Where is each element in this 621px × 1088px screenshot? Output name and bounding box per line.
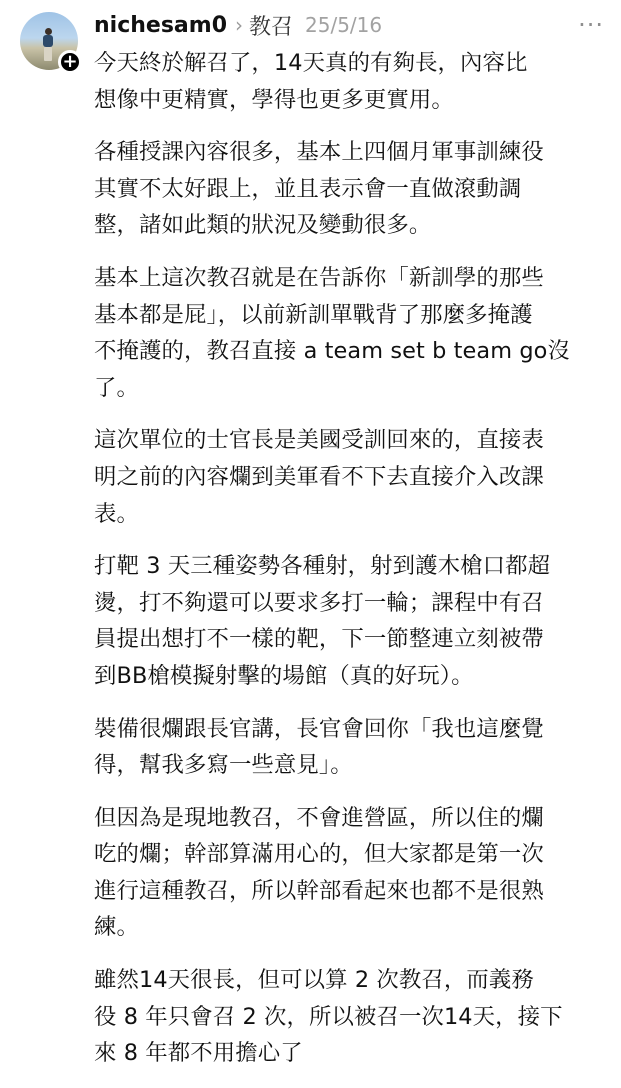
avatar-person-illustration bbox=[42, 28, 54, 62]
post-paragraph: 裝備很爛跟長官講，長官會回你「我也這麼覺 得，幫我多寫一些意見」。 bbox=[94, 715, 544, 779]
post-timestamp: 25/5/16 bbox=[305, 13, 383, 37]
post-paragraph: 這次單位的士官長是美國受訓回來的，直接表 明之前的內容爛到美軍看不下去直接介入改課 表。 bbox=[94, 427, 544, 527]
post-paragraph: 打靶 3 天三種姿勢各種射，射到護木槍口都超 燙，打不夠還可以要求多打一輪；課程中有召 員提出想打不一樣的靶，下一節整連立刻被帶 到BB槍模擬射擊的場館（真的好玩）。 bbox=[94, 553, 551, 689]
author-avatar-container[interactable] bbox=[20, 12, 78, 70]
chevron-right-icon: › bbox=[235, 13, 243, 37]
follow-plus-icon[interactable]: + bbox=[58, 50, 82, 74]
post-paragraph: 但因為是現地教召，不會進營區，所以住的爛 吃的爛；幹部算滿用心的，但大家都是第一次 進行這種教召，所以幹部看起來也都不是很熟 練。 bbox=[94, 804, 544, 941]
ellipsis-icon[interactable]: ··· bbox=[578, 11, 604, 39]
post-paragraph: 今天終於解召了，14天真的有夠長，內容比 想像中更精實，學得也更多更實用。 bbox=[94, 50, 528, 113]
post-body bbox=[94, 45, 606, 1088]
post-paragraph: 基本上這次教召就是在告訴你「新訓學的那些 基本都是屁」，以前新訓單戰背了那麼多掩護 不掩護的，教召直接 a team set b team go沒 了。 bbox=[94, 264, 570, 401]
post-paragraph: 各種授課內容很多，基本上四個月軍事訓練役 其實不太好跟上，並且表示會一直做滾動調 整，諸如此類的狀況及變動很多。 bbox=[94, 139, 544, 239]
post-header bbox=[94, 10, 604, 40]
topic-tag[interactable]: 教召 bbox=[249, 14, 294, 40]
post-paragraph: 雖然14天很長，但可以算 2 次教召，而義務 役 8 年只會召 2 次，所以被召一次14天，接下 來 8 年都不用擔心了 bbox=[94, 967, 563, 1067]
author-username[interactable]: nichesam0 bbox=[94, 12, 227, 38]
